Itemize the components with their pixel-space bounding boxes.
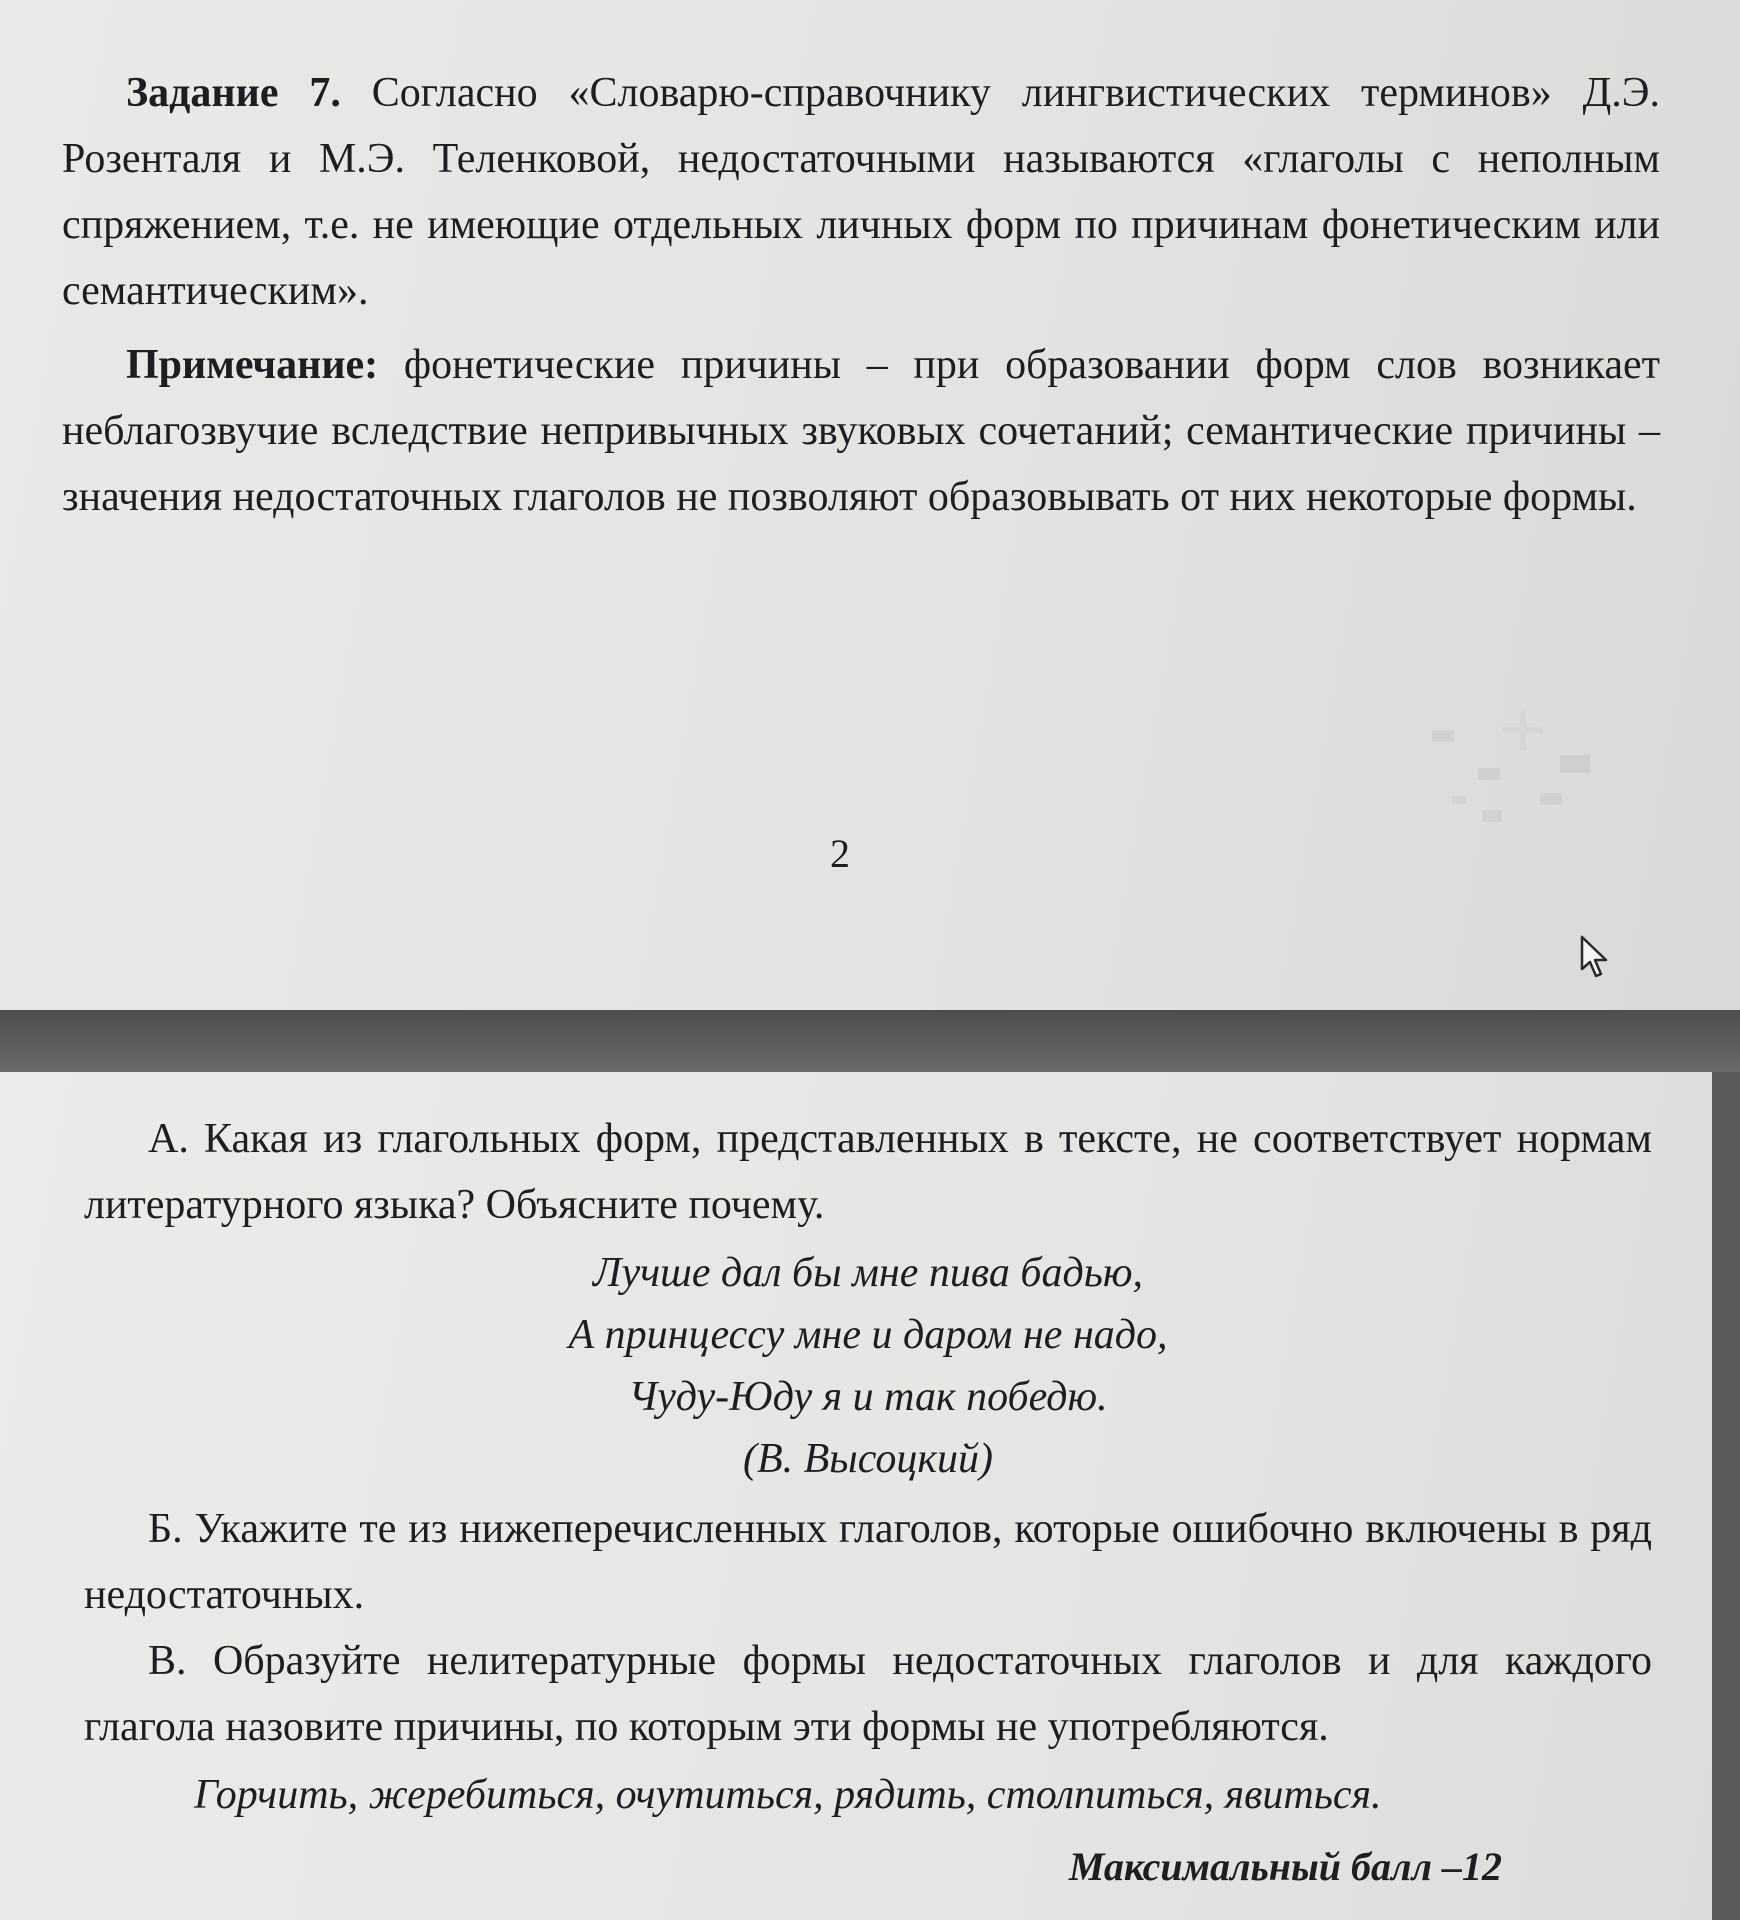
task-heading: Задание 7. xyxy=(126,70,341,116)
poem-author: (В. Высоцкий) xyxy=(743,1436,993,1482)
verb-list: Горчить, жеребиться, очутиться, рядить, столпиться, явиться. xyxy=(194,1772,1382,1818)
mouse-pointer-icon xyxy=(1580,935,1608,979)
question-b: Б. Укажите те из нижеперечисленных глаголов, которые ошибочно включены в ряд недостаточных. xyxy=(84,1506,1652,1618)
page-separator xyxy=(0,1010,1740,1072)
question-a: А. Какая из глагольных форм, представленных в тексте, не соответствует нормам литературного языка? Объясните почему. xyxy=(84,1116,1652,1228)
task-definition: Согласно «Словарю-справочнику лингвистических терминов» Д.Э. Розенталя и М.Э. Теленковой, недостаточными называются «глаголы с неполным спряжением, т.е. не имеющие отдельных личных форм по причинам фонетическим или семантическим». xyxy=(62,70,1660,314)
poem-line: Чуду-Юду я и так победю. xyxy=(628,1374,1108,1420)
task-definition-paragraph xyxy=(62,60,1660,324)
poem-quote xyxy=(84,1242,1652,1490)
note-label: Примечание: xyxy=(126,342,379,388)
page-number: 2 xyxy=(830,831,850,876)
question-c: В. Образуйте нелитературные формы недостаточных глаголов и для каждого глагола назовите причины, по которым эти формы не употребляются. xyxy=(84,1638,1652,1750)
screen-glare-icon xyxy=(1420,700,1620,840)
document-page-bottom xyxy=(0,1072,1712,1920)
poem-line: А принцессу мне и даром не надо, xyxy=(568,1312,1168,1358)
poem-line: Лучше дал бы мне пива бадью, xyxy=(593,1250,1143,1296)
note-text: фонетические причины – при образовании форм слов возникает неблагозвучие вследствие непривычных звуковых сочетаний; семантические причины – значения недостаточных глаголов не позволяют образовывать от них некоторые формы. xyxy=(62,342,1660,520)
max-score: Максимальный балл –12 xyxy=(1068,1844,1502,1889)
note-paragraph xyxy=(62,332,1660,530)
